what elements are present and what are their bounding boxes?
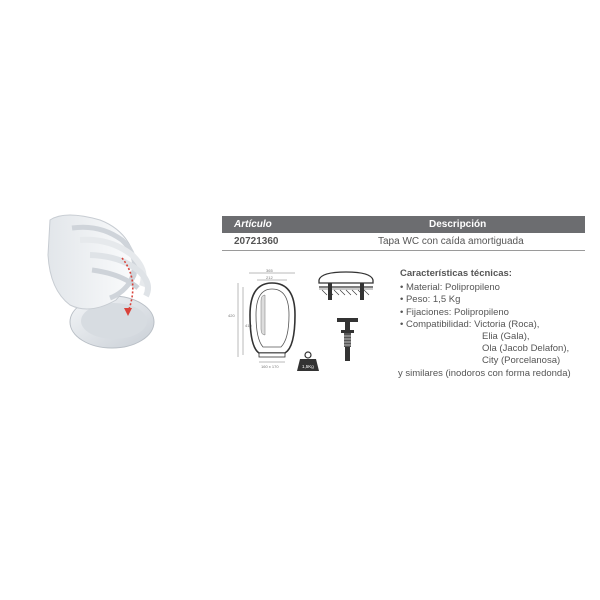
spec-table-header — [222, 216, 585, 233]
spec-material: • Material: Polipropileno — [400, 282, 500, 294]
compat-item: City (Porcelanosa) — [482, 355, 561, 367]
compat-label: • Compatibilidad: — [400, 318, 472, 330]
header-description: Descripción — [429, 219, 487, 230]
article-code: 20721360 — [234, 236, 279, 247]
technical-specs — [400, 268, 569, 368]
compat-item: Elia (Gala), — [482, 331, 530, 343]
table-row — [222, 234, 585, 251]
spec-fixings: • Fijaciones: Polipropileno — [400, 306, 509, 318]
compat-item: Victoria (Roca), — [474, 318, 540, 330]
dim-side: 410 — [245, 323, 252, 328]
fixing-bolt-drawing — [335, 316, 360, 366]
specs-title: Características técnicas: — [400, 268, 512, 279]
spec-weight: • Peso: 1,5 Kg — [400, 294, 461, 306]
compat-item: Ola (Jacob Delafon), — [482, 343, 570, 355]
seat-profile-drawing — [316, 268, 376, 303]
toilet-seat-product-image — [30, 200, 170, 370]
dim-top: 365 — [266, 268, 273, 273]
article-description: Tapa WC con caída amortiguada — [378, 236, 524, 247]
dim-inner: 212 — [266, 275, 273, 280]
header-article: Artículo — [234, 219, 272, 230]
weight-label: 1,5Kg — [302, 364, 314, 369]
dim-height: 420 — [228, 313, 235, 318]
spec-compatibility — [400, 319, 569, 331]
weight-icon — [296, 350, 320, 372]
dim-bottom: 160 x 170 — [261, 364, 279, 369]
spec-similar: y similares (inodoros con forma redonda) — [398, 368, 571, 379]
